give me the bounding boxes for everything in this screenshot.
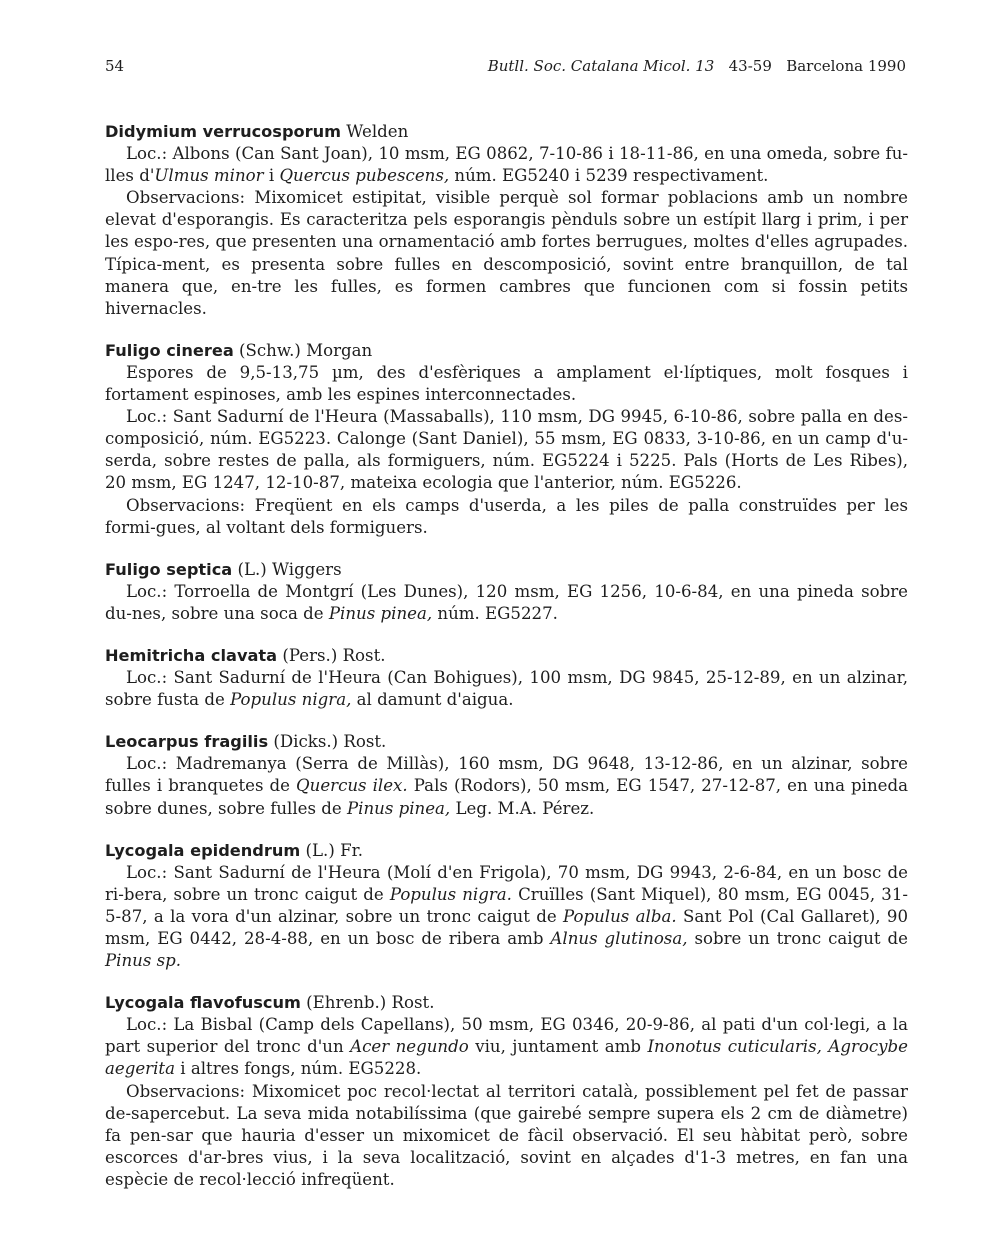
species-name: Leocarpus fragilis	[105, 732, 269, 752]
species-heading	[105, 645, 908, 667]
article-body	[105, 121, 908, 1211]
locality-taxon: Pinus sp.	[105, 951, 182, 971]
locality-text: Loc.: Albons (Can Sant Joan), 10 msm, EG 0862, 7-10-86 i 18-11-86, en una omeda, sobre fu-lles d'	[105, 144, 908, 186]
species-name: Fuligo septica	[105, 559, 233, 579]
locality-text: núm. EG5227.	[432, 603, 558, 623]
locality-paragraph	[105, 862, 908, 972]
species-name: Lycogala epidendrum	[105, 840, 301, 860]
locality-paragraph	[105, 753, 908, 819]
species-author: (L.) Wiggers	[232, 559, 342, 579]
species-author: (Ehrenb.) Rost.	[300, 993, 435, 1013]
locality-text: Cruïlles (Sant Miquel), 80 msm, EG 0045, 31-5-87, a la vora d'un alzinar, sobre un tronc caigut de	[105, 884, 908, 926]
observations-paragraph: Observacions: Freqüent en els camps d'userda, a les piles de palla construïdes per les formi-gues, al voltant dels formiguers.	[105, 495, 908, 537]
species-entry	[105, 559, 908, 625]
species-heading	[105, 559, 908, 581]
species-heading	[105, 340, 908, 362]
species-entry	[105, 731, 908, 819]
locality-taxon: Quercus pubescens,	[279, 166, 450, 186]
species-name: Fuligo cinerea	[105, 340, 234, 360]
species-entry	[105, 121, 908, 320]
locality-text: i	[263, 166, 280, 186]
observations-paragraph: Observacions: Mixomicet poc recol·lectat al territori català, possiblement pel fet de passar de-sapercebut. La seva mida notabilíssima (que gairebé sempre supera els 2 cm de diàmetre) fa pen-sar que hauria d'esser un mixomicet de fàcil observació. El seu hàbitat però, sobre escorces d'ar-bres vius, i la seva localització, sovint en alçades d'1-3 metres, en fan una espècie de recol·lecció infreqüent.	[105, 1081, 908, 1189]
species-author: (Schw.) Morgan	[233, 340, 373, 360]
locality-paragraph	[105, 1014, 908, 1080]
journal-volume: 13	[695, 57, 715, 75]
species-heading	[105, 731, 908, 753]
locality-text: Leg. M.A. Pérez.	[450, 798, 595, 818]
locality-text: Loc.: La Bisbal (Camp dels Capellans), 50 msm, EG 0346, 20-9-86, al pati d'un col·legi, a la part superior del tronc d'un	[105, 1015, 908, 1057]
locality-taxon: Ulmus minor	[154, 166, 264, 186]
species-name: Didymium verrucosporum	[105, 122, 342, 141]
locality-taxon: Populus nigra,	[230, 690, 352, 710]
locality-text: Loc.: Sant Sadurní de l'Heura (Can Bohigues), 100 msm, DG 9845, 25-12-89, en un alzinar, sobre fusta de	[105, 668, 908, 710]
locality-text: sobre un tronc caigut de	[687, 929, 908, 948]
species-author: (L.) Fr.	[300, 840, 363, 860]
page-number: 54	[105, 57, 125, 75]
locality-paragraph	[105, 143, 908, 187]
locality-taxon: Pinus pinea,	[328, 603, 433, 623]
place-year: Barcelona 1990	[786, 57, 906, 75]
species-entry	[105, 645, 908, 711]
species-entry	[105, 992, 908, 1191]
locality-paragraph	[105, 581, 908, 625]
locality-taxon: Populus nigra.	[389, 884, 512, 904]
species-heading	[105, 840, 908, 862]
locality-text: Loc.: Madremanya (Serra de Millàs), 160 msm, DG 9648, 13-12-86, en un alzinar, sobre fulles i branquetes de	[105, 754, 908, 796]
locality-text: núm. EG5240 i 5239 respectivament.	[449, 166, 769, 186]
locality-text: Pals (Rodors), 50 msm, EG 1547, 27-12-87, en una pineda sobre dunes, sobre fulles de	[105, 776, 908, 818]
locality-taxon: Populus alba.	[563, 906, 677, 926]
species-author: Welden	[341, 122, 409, 141]
species-name: Lycogala flavofuscum	[105, 993, 301, 1013]
page-header	[105, 57, 906, 81]
locality-paragraph: Loc.: Sant Sadurní de l'Heura (Massaballs), 110 msm, DG 9945, 6-10-86, sobre palla en des-composició, núm. EG5223. Calonge (Sant Daniel), 55 msm, EG 0833, 3-10-86, en un camp d'u-serda, sobre restes de palla, als formiguers, núm. EG5224 i 5225. Pals (Horts de Les Ribes), 20 msm, EG 1247, 12-10-87, mateixa ecologia que l'anterior, núm. EG5226.	[105, 407, 908, 493]
running-head	[488, 57, 906, 75]
locality-taxon: Quercus ilex.	[296, 776, 408, 796]
locality-text: Loc.: Sant Sadurní de l'Heura (Molí d'en Frigola), 70 msm, DG 9943, 2-6-84, en un bosc de ri-bera, sobre un tronc caigut de	[105, 862, 908, 904]
species-author: (Pers.) Rost.	[277, 645, 386, 665]
species-entry	[105, 340, 908, 539]
locality-text: Sant Pol (Cal Gallaret), 90 msm, EG 0442, 28-4-88, en un bosc de ribera amb	[105, 906, 908, 948]
locality-taxon: Acer negundo	[350, 1037, 469, 1057]
locality-taxon: Alnus glutinosa,	[550, 929, 688, 948]
locality-paragraph	[105, 667, 908, 711]
observations-paragraph: Observacions: Mixomicet estipitat, visible perquè sol formar poblacions amb un nombre elevat d'esporangis. Es caracteritza pels esporangis pènduls sobre un estípit llarg i prim, i per les espo-res, que presenten una ornamentació amb fortes berrugues, moltes d'elles agrupades. Típica-ment, es presenta sobre fulles en descomposició, sovint entre branquillon, de tal manera que, en-tre les fulles, es formen cambres que funcionen com si fossin petits hivernacles.	[105, 188, 908, 318]
locality-text: viu, juntament amb	[468, 1037, 648, 1057]
locality-text: i altres fongs, núm. EG5228.	[174, 1059, 422, 1079]
locality-text: Loc.: Torroella de Montgrí (Les Dunes), 120 msm, EG 1256, 10-6-84, en una pineda sobre du-nes, sobre una soca de	[105, 581, 908, 623]
spores-paragraph: Espores de 9,5-13,75 µm, des d'esfèriques a amplament el·líptiques, molt fosques i fortament espinoses, amb les espines interconnectades.	[105, 362, 908, 405]
species-entry	[105, 840, 908, 973]
journal-title: Butll. Soc. Catalana Micol.	[487, 57, 691, 75]
species-name: Hemitricha clavata	[105, 645, 278, 665]
locality-text: al damunt d'aigua.	[351, 690, 514, 710]
species-heading	[105, 121, 908, 143]
locality-taxon: Pinus pinea,	[346, 798, 451, 818]
page-range: 43-59	[728, 57, 772, 75]
locality-taxon: Inonotus cuticularis, Agrocybe aegerita	[105, 1037, 908, 1079]
species-heading	[105, 992, 908, 1014]
species-author: (Dicks.) Rost.	[268, 732, 387, 752]
